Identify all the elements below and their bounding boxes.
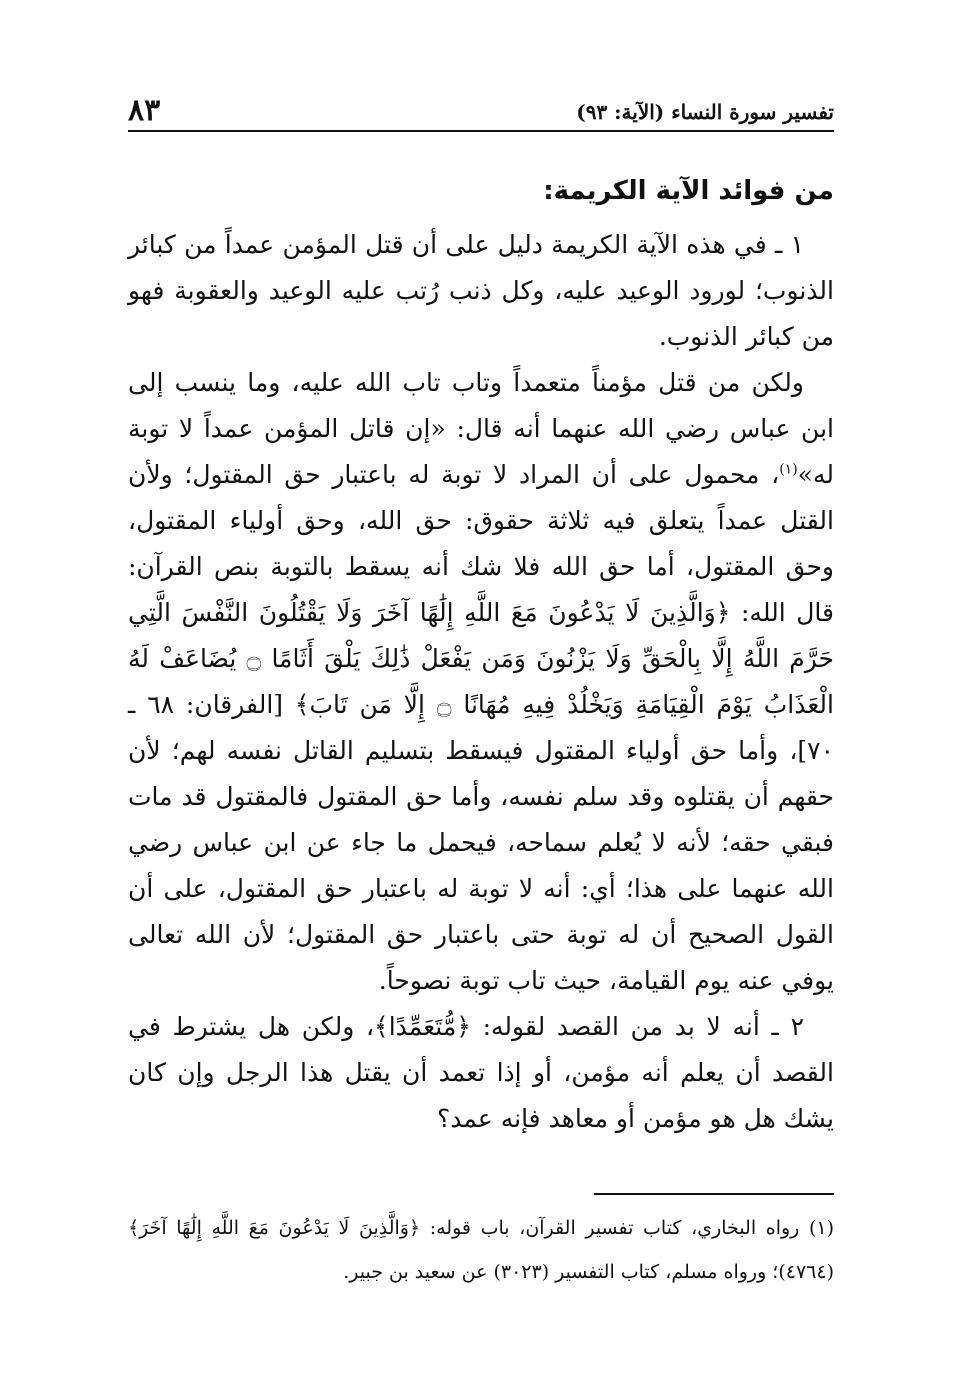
section-heading: من فوائد الآية الكريمة: [543,176,834,206]
paragraph-1: ١ ـ في هذه الآية الكريمة دليل على أن قتل المؤمن عمداً من كبائر الذنوب؛ لورود الوعيد عليه، وكل ذنب رُتب عليه الوعيد والعقوبة فهو من كبائر الذنوب. [128,230,834,351]
page-header [128,92,834,132]
footnotes [128,1206,834,1294]
footnote-divider [594,1193,834,1195]
main-content [128,168,834,1142]
paragraph-3: ٢ ـ أنه لا بد من القصد لقوله: ﴿مُّتَعَمِّدًا﴾، ولكن هل يشترط في القصد أن يعلم أنه مؤمن، أو إذا تعمد أن يقتل هذا الرجل وإن كان يشك هل هو مؤمن أو معاهد فإنه عمد؟ [128,1012,834,1133]
running-title: تفسير سورة النساء (الآية: ٩٣) [576,100,834,124]
paragraph-2-text: ولكن من قتل مؤمناً متعمداً وتاب تاب الله عليه، وما ينسب إلى ابن عباس رضي الله عنهما أنه قال: «إن قاتل المؤمن عمداً لا توبة له» [128,368,834,489]
paragraph-2-continued: ، محمول على أن المراد لا توبة له باعتبار حق المقتول؛ ولأن القتل عمداً يتعلق فيه ثلاثة حقوق: حق الله، وحق أولياء المقتول، وحق المقتول، أما حق الله فلا شك أنه يسقط بالتوبة بنص القرآن: قال الله: ﴿وَالَّذِينَ لَا يَدْعُونَ مَعَ اللَّهِ إِلَٰهًا آخَرَ وَلَا يَقْتُلُونَ النَّفْسَ الَّتِي حَرَّمَ اللَّهُ إِلَّا بِالْحَقِّ وَلَا يَزْنُونَ وَمَن يَفْعَلْ ذَٰلِكَ يَلْقَ أَثَامًا ۝ يُضَاعَفْ لَهُ الْعَذَابُ يَوْمَ الْقِيَامَةِ وَيَخْلُدْ فِيهِ مُهَانًا ۝ إِلَّا مَن تَابَ﴾ [الفرقان: ٦٨ ـ ٧٠]، وأما حق أولياء المقتول فيسقط بتسليم القاتل نفسه لهم؛ لأن حقهم أن يقتلوه وقد سلم نفسه، وأما حق المقتول فالمقتول قد مات فبقي حقه؛ لأنه لا يُعلم سماحه، فيحمل ما جاء عن ابن عباس رضي الله عنهما على هذا؛ أي: أنه لا توبة له باعتبار حق المقتول، على أن القول الصحيح أن له توبة حتى باعتبار حق المقتول؛ لأن الله تعالى يوفي عنه يوم القيامة، حيث تاب توبة نصوحاً. [128,460,834,995]
page-number: ٨٣ [128,93,161,128]
paragraph-2 [128,360,834,1004]
footnote-marker: (١) [779,461,798,478]
footnote-1: (١) رواه البخاري، كتاب تفسير القرآن، باب قوله: ﴿وَالَّذِينَ لَا يَدْعُونَ مَعَ اللَّهِ إِلَٰهًا آخَرَ﴾ (٤٧٦٤)؛ ورواه مسلم، كتاب التفسير (٣٠٢٣) عن سعيد بن جبير. [128,1217,834,1283]
